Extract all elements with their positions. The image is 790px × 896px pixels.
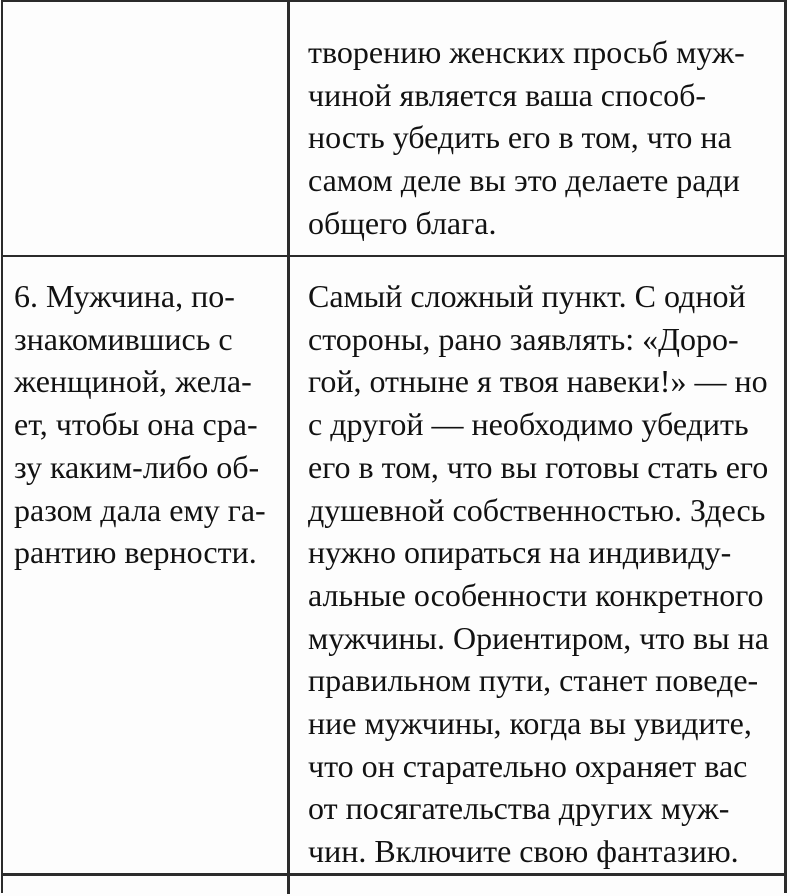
cell-row2-left-point-6: [3, 257, 290, 873]
text-line: его в том, что вы готовы стать его: [308, 448, 769, 485]
text-line: ние мужчины, когда вы увидите,: [308, 705, 752, 742]
text-line: творению женских просьб муж-: [308, 34, 745, 70]
cell-row1-right-paragraph: [290, 2, 784, 255]
text-line: ет, чтобы она сра-: [14, 406, 258, 443]
cell-row1-left-empty: [3, 2, 290, 255]
text-line: нужно опираться на индивиду-: [308, 534, 732, 571]
cell-row3-left-empty: [3, 876, 290, 894]
text-line: чин. Включите свою фантазию.: [308, 833, 739, 870]
text-line: гой, отныне я твоя навеки!» — но: [308, 363, 768, 400]
text-line: что он старательно охраняет вас: [308, 747, 748, 784]
text-line: чиной является ваша способ-: [308, 76, 707, 113]
table-row: [3, 2, 784, 257]
text-line: с другой — необходимо убедить: [308, 406, 749, 443]
comparison-table: [1, 0, 787, 893]
table-row-partial: [3, 876, 784, 893]
text-line: общего блага.: [308, 204, 497, 241]
text-line: знакомившись с: [14, 320, 233, 357]
text-line: ность убедить его в том, что на: [308, 119, 732, 156]
text-line: зу каким-либо об-: [14, 448, 260, 485]
text-line: правильном пути, станет поведе-: [308, 662, 759, 699]
cell-row3-right-empty: [290, 876, 784, 894]
text-line: 6. Мужчина, по-: [14, 278, 235, 315]
text-line: рантию верности.: [14, 534, 257, 571]
text-line: альные особенности конкретного: [308, 576, 764, 613]
text-line: мужчины. Ориентиром, что вы на: [308, 619, 769, 656]
text-line: Самый сложный пункт. С одной: [308, 278, 746, 315]
text-line: разом дала ему га-: [14, 491, 266, 528]
text-line: самом деле вы это делаете ради: [308, 162, 740, 199]
text-line: женщиной, жела-: [14, 363, 252, 400]
table-row: [3, 257, 784, 876]
cell-row2-right-paragraph: [290, 257, 784, 873]
text-line: стороны, рано заявлять: «Доро-: [308, 320, 739, 357]
text-line: от посягательства других муж-: [308, 790, 730, 827]
text-line: душевной собственностью. Здесь: [308, 491, 766, 528]
